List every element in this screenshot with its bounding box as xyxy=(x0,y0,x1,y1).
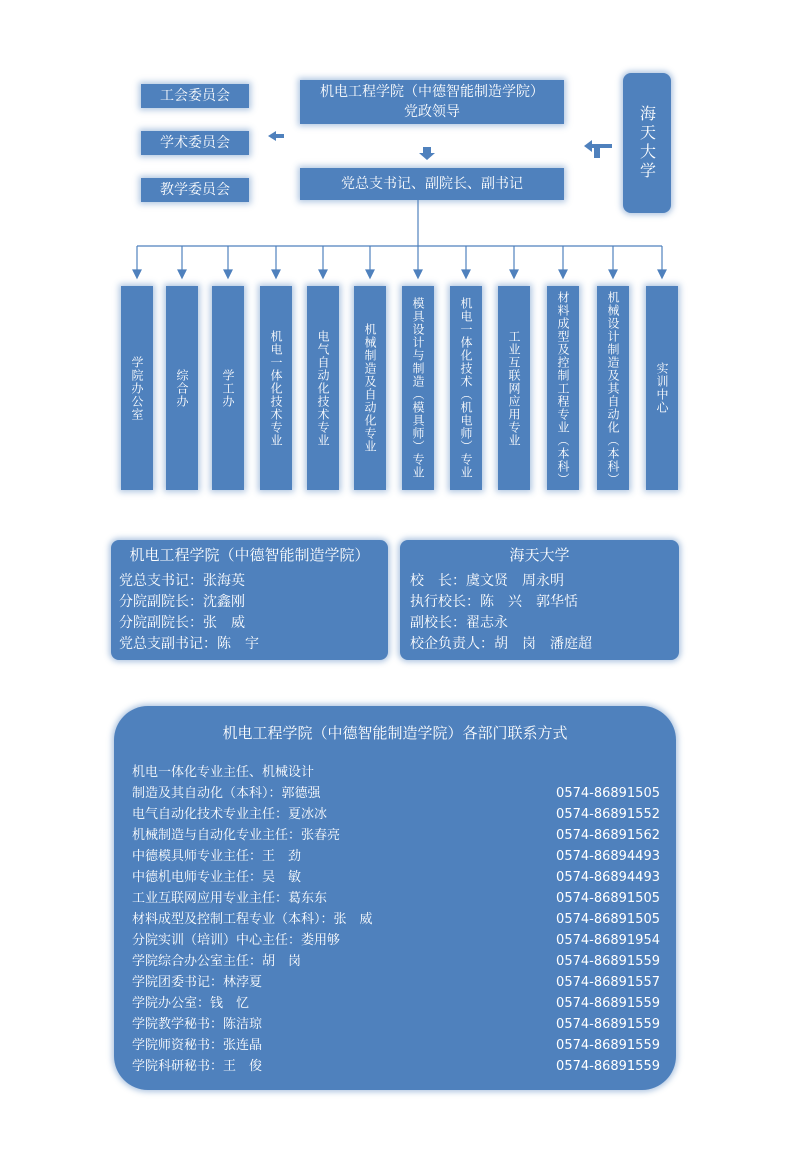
contact-phone: 0574-86891552 xyxy=(556,807,660,822)
committee-label: 教学委员会 xyxy=(160,182,230,198)
info-line: 分院副院长：沈鑫刚 xyxy=(119,594,245,610)
contact-name: 材料成型及控制工程专业（本科）：张 威 xyxy=(132,912,373,927)
college-info-box xyxy=(111,540,388,660)
contact-row xyxy=(132,972,660,993)
contact-row xyxy=(132,804,660,825)
down-arrow-icon xyxy=(272,270,280,278)
contact-name: 制造及其自动化（本科）：郭德强 xyxy=(132,786,321,801)
committee-union xyxy=(141,84,249,108)
contact-row xyxy=(132,1035,660,1056)
contact-name: 中德机电师专业主任：吴 敏 xyxy=(132,870,302,885)
contact-name: 学院科研秘书：王 俊 xyxy=(132,1059,263,1074)
contact-phone: 0574-86891559 xyxy=(556,996,660,1011)
contact-phone: 0574-86891559 xyxy=(556,1059,660,1074)
contact-phone: 0574-86891505 xyxy=(556,891,660,906)
down-arrow-icon xyxy=(658,270,666,278)
dept-box xyxy=(498,286,530,490)
dept-box xyxy=(166,286,198,490)
info-line: 执行校长：陈 兴 郭华恬 xyxy=(410,594,578,610)
info-line: 校企负责人：胡 岗 潘庭超 xyxy=(410,636,592,652)
committee-academic xyxy=(141,131,249,155)
contact-name: 分院实训（培训）中心主任：娄用够 xyxy=(132,933,341,948)
dept-box xyxy=(547,286,579,490)
contact-row xyxy=(132,1056,660,1077)
left-arrow-icon xyxy=(268,131,284,141)
contact-name: 机电一体化专业主任、机械设计 xyxy=(132,765,315,780)
contact-row xyxy=(132,888,660,909)
contact-phone: 0574-86891505 xyxy=(556,786,660,801)
down-arrow-icon xyxy=(609,270,617,278)
down-arrow-icon xyxy=(366,270,374,278)
leadership-title: 机电工程学院（中德智能制造学院） xyxy=(320,84,544,100)
contact-row xyxy=(132,867,660,888)
down-arrow-icon xyxy=(419,147,435,160)
contacts-intro-row xyxy=(132,762,660,783)
dept-label: 学院办公室 xyxy=(130,355,144,421)
dept-box xyxy=(121,286,153,490)
contact-name: 学院教学秘书：陈洁琼 xyxy=(132,1017,263,1032)
dept-box xyxy=(212,286,244,490)
contacts-title: 机电工程学院（中德智能制造学院）各部门联系方式 xyxy=(222,724,568,742)
down-arrow-icon xyxy=(510,270,518,278)
contact-phone: 0574-86891505 xyxy=(556,912,660,927)
dept-label: 机械制造及自动化专业 xyxy=(363,323,377,453)
contact-phone: 0574-86891559 xyxy=(556,1038,660,1053)
contact-row xyxy=(132,825,660,846)
haitian-label: 海天大学 xyxy=(637,105,657,181)
contact-phone: 0574-86891562 xyxy=(556,828,660,843)
two-way-arrow-icon xyxy=(584,140,612,158)
down-arrow-icon xyxy=(319,270,327,278)
contact-row xyxy=(132,846,660,867)
dept-box xyxy=(450,286,482,490)
dept-label: 机电一体化技术专业 xyxy=(269,329,283,447)
dept-box xyxy=(354,286,386,490)
contact-name: 学院综合办公室主任：胡 岗 xyxy=(132,954,302,969)
contact-row xyxy=(132,951,660,972)
down-arrow-icon xyxy=(559,270,567,278)
committee-label: 工会委员会 xyxy=(160,88,230,104)
contact-name: 电气自动化技术专业主任：夏冰冰 xyxy=(132,807,328,822)
dept-box xyxy=(402,286,434,490)
university-info-title: 海天大学 xyxy=(509,546,570,564)
contact-name: 学院团委书记：林浡夏 xyxy=(132,975,263,990)
contact-phone: 0574-86891559 xyxy=(556,1017,660,1032)
dept-label: 实训中心 xyxy=(655,362,669,414)
info-line: 分院副院长：张 威 xyxy=(119,615,245,631)
dept-box xyxy=(646,286,678,490)
haitian-box xyxy=(623,73,671,213)
dept-box xyxy=(307,286,339,490)
contact-row xyxy=(132,909,660,930)
contact-name: 学院师资秘书：张连晶 xyxy=(132,1038,263,1053)
contact-row xyxy=(132,783,660,804)
dept-label: 工业互联网应用专业 xyxy=(507,329,521,447)
secretaries-label: 党总支书记、副院长、副书记 xyxy=(341,176,523,192)
dept-label: 综合办 xyxy=(175,368,189,408)
dept-label: 机电一体化技术（机电师）专业 xyxy=(459,297,473,479)
info-line: 党总支副书记：陈 宇 xyxy=(119,636,259,652)
contact-phone: 0574-86891559 xyxy=(556,954,660,969)
dept-label: 机械设计制造及其自动化（本科） xyxy=(606,290,620,486)
leadership-box xyxy=(300,80,564,124)
leadership-subtitle: 党政领导 xyxy=(404,104,460,120)
dept-label: 电气自动化技术专业 xyxy=(316,329,330,447)
contact-name: 中德模具师专业主任：王 劲 xyxy=(132,849,302,864)
contact-name: 工业互联网应用专业主任：葛东东 xyxy=(132,891,328,906)
contact-row xyxy=(132,1014,660,1035)
contact-name: 机械制造与自动化专业主任：张春亮 xyxy=(132,828,341,843)
dept-label: 材料成型及控制工程专业（本科） xyxy=(556,290,570,486)
down-arrow-icon xyxy=(133,270,141,278)
info-line: 党总支书记：张海英 xyxy=(119,573,245,589)
contact-row xyxy=(132,930,660,951)
dept-label: 模具设计与制造（模具师）专业 xyxy=(411,297,425,479)
down-arrow-icon xyxy=(224,270,232,278)
secretaries-box xyxy=(300,168,564,200)
committee-label: 学术委员会 xyxy=(160,135,230,151)
college-info-title: 机电工程学院（中德智能制造学院） xyxy=(129,546,370,564)
contact-phone: 0574-86894493 xyxy=(556,870,660,885)
dept-label: 学工办 xyxy=(221,368,235,408)
info-line: 校 长：虞文贤 周永明 xyxy=(410,573,564,589)
university-info-box xyxy=(400,540,679,660)
contact-phone: 0574-86891557 xyxy=(556,975,660,990)
contact-phone: 0574-86891954 xyxy=(556,933,660,948)
dept-box xyxy=(597,286,629,490)
contact-name: 学院办公室：钱 忆 xyxy=(132,996,250,1011)
down-arrow-icon xyxy=(414,270,422,278)
contact-phone: 0574-86894493 xyxy=(556,849,660,864)
committee-teaching xyxy=(141,178,249,202)
contact-row xyxy=(132,993,660,1014)
down-arrow-icon xyxy=(178,270,186,278)
dept-box xyxy=(260,286,292,490)
info-line: 副校长：翟志永 xyxy=(410,615,508,631)
contacts-panel xyxy=(114,706,676,1090)
down-arrow-icon xyxy=(462,270,470,278)
